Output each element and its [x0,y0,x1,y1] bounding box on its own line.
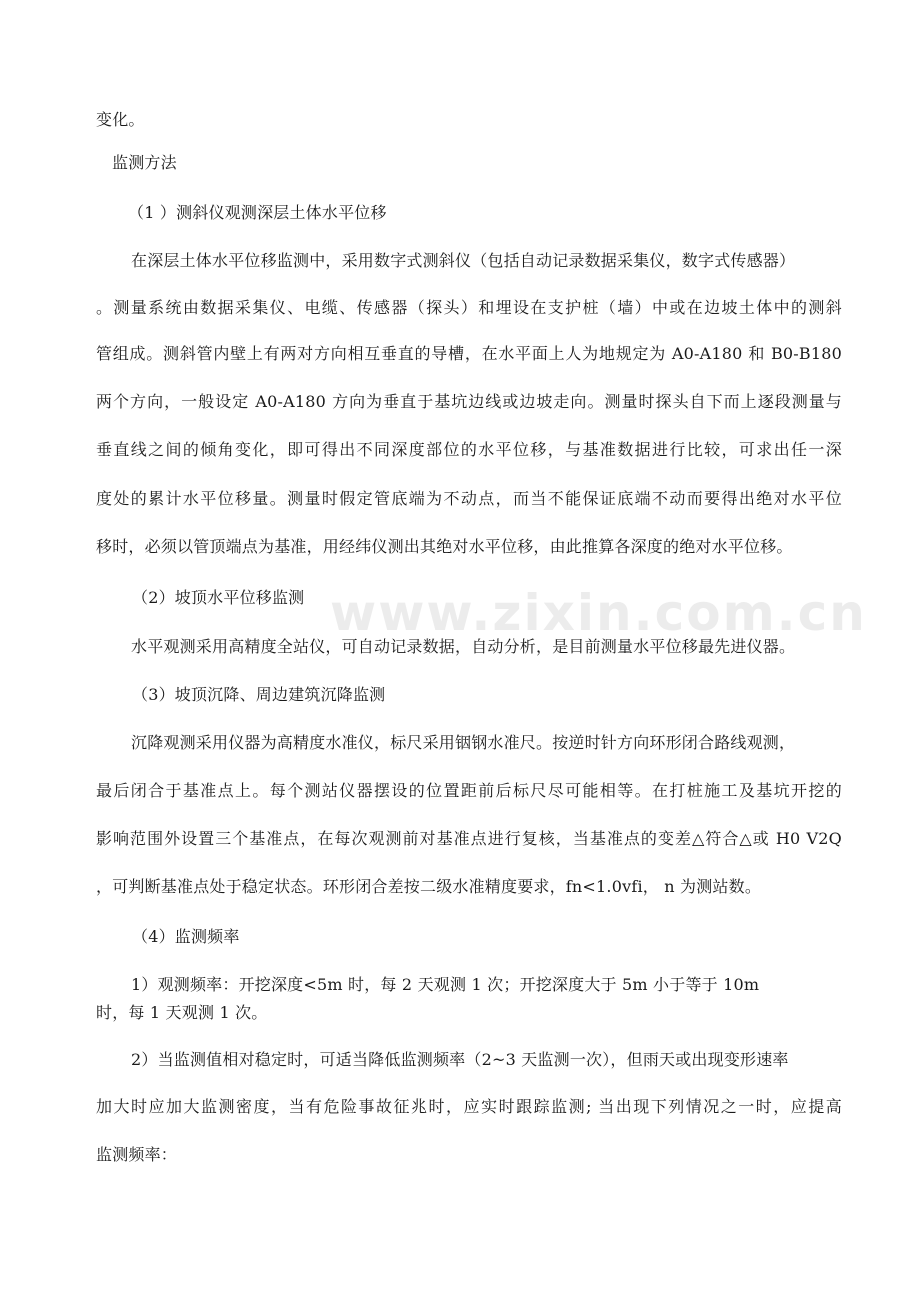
paragraph-line: 在深层土体水平位移监测中，采用数字式测斜仪（包括自动记录数据采集仪，数字式传感器） [131,251,796,270]
list-item-line: 监测频率： [96,1145,178,1164]
list-item-line: 加大时应加大监测密度，当有危险事故征兆时，应实时跟踪监测; 当出现下列情况之一时，应提高 [96,1097,842,1116]
paragraph-line: 管组成。测斜管内壁上有两对方向相互垂直的导槽，在水平面上人为地规定为 A0-A180 和 B0-B180 [96,344,842,363]
list-item-line: 1）观测频率：开挖深度<5m 时，每 2 天观测 1 次；开挖深度大于 5m 小于等于 10m [131,975,760,994]
section-heading-monitoring-method: 监测方法 [112,153,177,172]
paragraph-line: 移时，必须以管顶端点为基准，用经纬仪测出其绝对水平位移，由此推算各深度的绝对水平位移。 [96,537,793,556]
subheading-horizontal-displacement: （2）坡顶水平位移监测 [132,588,305,607]
paragraph-line: 水平观测采用高精度全站仪，可自动记录数据，自动分析，是目前测量水平位移最先进仪器。 [131,637,796,656]
subheading-frequency: （4）监测频率 [132,927,240,946]
paragraph-line: 。测量系统由数据采集仪、电缆、传感器（探头）和埋设在支护桩（墙）中或在边坡土体中的测斜 [96,298,842,317]
paragraph-line: 最后闭合于基准点上。每个测站仪器摆设的位置距前后标尺尽可能相等。在打桩施工及基坑开挖的 [96,781,842,800]
paragraph-line: 沉降观测采用仪器为高精度水准仪，标尺采用铟钢水准尺。按逆时针方向环形闭合路线观测， [131,733,796,752]
paragraph-line: ，可判断基准点处于稳定状态。环形闭合差按二级水准精度要求，fn<1.0vfi， n 为测站数。 [96,877,762,896]
subheading-inclinometer: （1 ）测斜仪观测深层土体水平位移 [128,203,387,222]
subheading-settlement: （3）坡顶沉降、周边建筑沉降监测 [132,685,386,704]
paragraph-line: 影响范围外设置三个基准点，在每次观测前对基准点进行复核，当基准点的变差△符合△或 H0 V2Q [96,829,842,848]
watermark: www.zixin.com.cn [330,584,867,642]
paragraph-line: 度处的累计水平位移量。测量时假定管底端为不动点，而当不能保证底端不动而要得出绝对水平位 [96,489,842,508]
list-item-line: 2）当监测值相对稳定时，可适当降低监测频率（2~3 天监测一次），但雨天或出现变形速率 [131,1050,789,1069]
list-item-line: 时，每 1 天观测 1 次。 [96,1003,268,1022]
text-line-continuation: 变化。 [96,110,145,129]
paragraph-line: 两个方向，一般设定 A0-A180 方向为垂直于基坑边线或边坡走向。测量时探头自下而上逐段测量与 [96,392,842,411]
paragraph-line: 垂直线之间的倾角变化，即可得出不同深度部位的水平位移，与基准数据进行比较，可求出任一深 [96,440,842,459]
